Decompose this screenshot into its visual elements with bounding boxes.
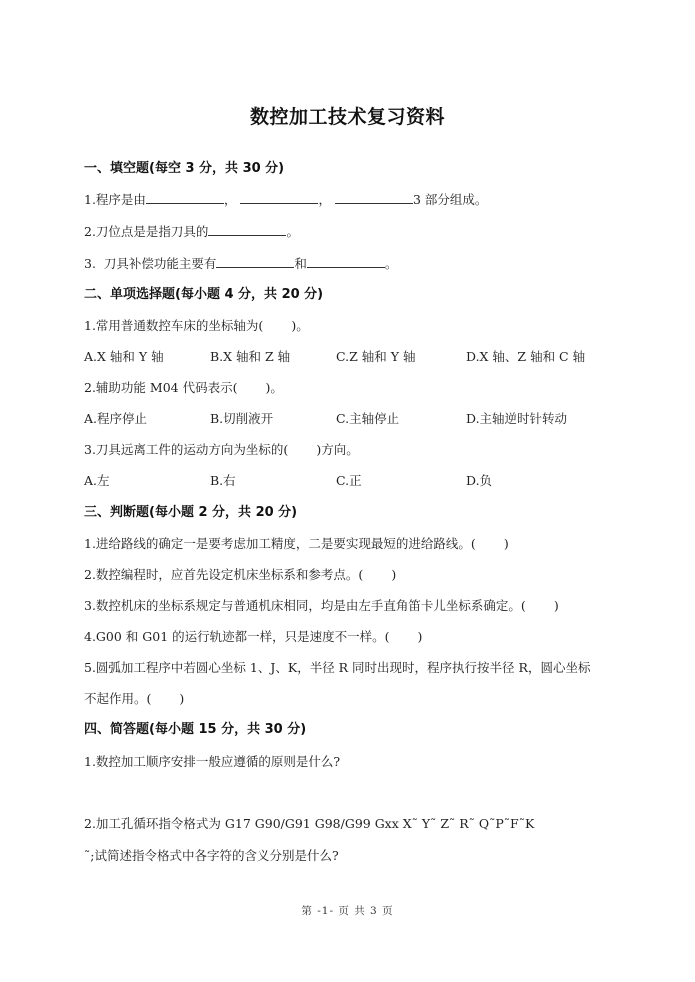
answer-blank[interactable] [208, 224, 286, 236]
short-answer-question-2: 2.加工孔循环指令格式为 G17 G90/G91 G98/G99 Gxx X˜ Y˜ Z˜ R˜ Q˜P˜F˜K [84, 816, 535, 831]
choice-question-2-stem: 2.辅助功能 M04 代码表示( )。 [84, 380, 283, 395]
option-b: B.切削液开 [210, 411, 274, 426]
judge-question-2: 2.数控编程时，应首先设定机床坐标系和参考点。( ) [84, 567, 397, 582]
judge-question-3: 3.数控机床的坐标系规定与普通机床相同，均是由左手直角笛卡儿坐标系确定。( ) [84, 598, 559, 613]
fill-blank-question-3: 3. 刀具补偿功能主要有 和 。 [84, 256, 398, 271]
section-heading-true-false: 三、判断题(每小题 2 分，共 20 分) [84, 505, 298, 520]
option-b: B.X 轴和 Z 轴 [210, 349, 291, 364]
option-c: C.主轴停止 [336, 411, 400, 426]
option-d: D.X 轴、Z 轴和 C 轴 [466, 349, 586, 364]
document-title: 数控加工技术复习资料 [249, 106, 445, 128]
option-a: A.X 轴和 Y 轴 [84, 349, 164, 364]
fill-blank-question-1: 1.程序是由 ， ， 3 部分组成。 [84, 192, 488, 207]
choice-question-1-stem: 1.常用普通数控车床的坐标轴为( )。 [84, 318, 309, 333]
answer-blank[interactable] [335, 192, 413, 204]
section-heading-fill-blank: 一、填空题(每空 3 分，共 30 分) [84, 161, 285, 176]
short-answer-question-2-continuation: ˜;试简述指令格式中各字符的含义分别是什么? [84, 848, 339, 863]
judge-question-5: 5.圆弧加工程序中若圆心坐标 1、J、K，半径 R 同时出现时，程序执行按半径 R，圆心坐标 [84, 660, 591, 675]
judge-question-5-continuation: 不起作用。( ) [84, 691, 185, 706]
option-d: D.主轴逆时针转动 [466, 411, 568, 426]
option-d: D.负 [466, 473, 493, 488]
fill-blank-question-2: 2.刀位点是是指刀具的 。 [84, 224, 299, 239]
judge-question-4: 4.G00 和 G01 的运行轨迹都一样，只是速度不一样。( ) [84, 629, 423, 644]
option-c: C.正 [336, 473, 362, 488]
page-footer: 第 -1- 页 共 3 页 [301, 905, 394, 917]
short-answer-question-1: 1.数控加工顺序安排一般应遵循的原则是什么? [84, 754, 341, 769]
section-heading-single-choice: 二、单项选择题(每小题 4 分，共 20 分) [84, 287, 324, 302]
answer-blank[interactable] [146, 192, 224, 204]
judge-question-1: 1.进给路线的确定一是要考虑加工精度，二是要实现最短的进给路线。( ) [84, 536, 509, 551]
answer-blank[interactable] [216, 256, 294, 268]
option-c: C.Z 轴和 Y 轴 [336, 349, 416, 364]
answer-blank[interactable] [307, 256, 385, 268]
option-b: B.右 [210, 473, 236, 488]
choice-question-3-stem: 3.刀具远离工件的运动方向为坐标的( )方向。 [84, 442, 359, 457]
choice-question-1-options [84, 349, 585, 365]
choice-question-3-options [84, 473, 492, 489]
section-heading-short-answer: 四、简答题(每小题 15 分，共 30 分) [84, 722, 307, 737]
option-a: A.左 [84, 473, 110, 488]
option-a: A.程序停止 [84, 411, 148, 426]
answer-blank[interactable] [240, 192, 318, 204]
choice-question-2-options [84, 411, 567, 427]
